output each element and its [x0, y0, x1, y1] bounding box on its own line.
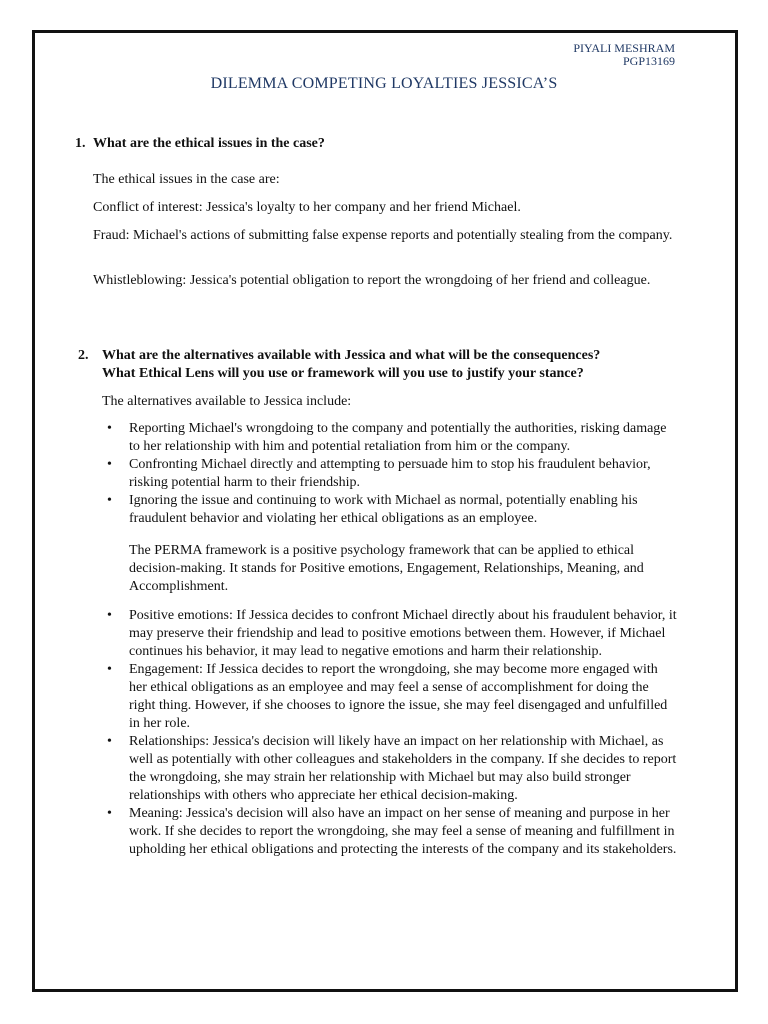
perma-meaning [107, 805, 677, 859]
alternative-report-text: Reporting Michael's wrongdoing to the company and potentially the authorities, risking damage to her relationship with him and potential retaliation from him or the company. [129, 421, 667, 454]
bullet-glyph: • [107, 421, 112, 436]
perma-engagement-text: Engagement: If Jessica decides to report the wrongdoing, she may become more engaged with her ethical obligations as an employee and may feel a sense of accomplishment for doing the right thing. However, if she chooses to ignore the issue, she may feel disengaged and unfulfilled in her role. [129, 662, 668, 731]
author-block [573, 42, 675, 68]
document-title: DILEMMA COMPETING LOYALTIES JESSICA’S [210, 75, 558, 92]
alternative-ignore-text: Ignoring the issue and continuing to work with Michael as normal, potentially enabling his fraudulent behavior and violating her ethical obligations as an employee. [129, 493, 638, 526]
bullet-glyph: • [107, 662, 112, 677]
question-1-section [0, 135, 768, 153]
perma-framework-description: The PERMA framework is a positive psychology framework that can be applied to ethical decision-making. It stands for Positive emotions, Engagement, Relationships, Meaning, and Accomplishment. [129, 543, 644, 594]
question-2-intro: The alternatives available to Jessica include: [102, 394, 352, 409]
alternatives-list [107, 420, 677, 528]
perma-positive-emotions [107, 607, 677, 661]
issue-whistleblowing: Whistleblowing: Jessica's potential obligation to report the wrongdoing of her friend and colleague. [93, 273, 651, 288]
perma-engagement [107, 661, 677, 733]
perma-relationships-text: Relationships: Jessica's decision will likely have an impact on her relationship with Michael, as well as potentially with other colleagues and stakeholders in the company. If she decides to report the wrongdoing, she may strain her relationship with Michael but may also build stronger relationships with others who appreciate her ethical decision-making. [129, 734, 677, 803]
issue-conflict-of-interest: Conflict of interest: Jessica's loyalty to her company and her friend Michael. [93, 200, 521, 215]
bullet-glyph: • [107, 457, 112, 472]
question-2-number: 2. [78, 348, 89, 363]
issue-fraud: Fraud: Michael's actions of submitting false expense reports and potentially stealing from the company. [93, 228, 673, 243]
bullet-glyph: • [107, 806, 112, 821]
bullet-glyph: • [107, 734, 112, 749]
author-id: PGP13169 [622, 54, 675, 68]
question-2-line-2: What Ethical Lens will you use or framework will you use to justify your stance? [102, 366, 584, 381]
alternative-report [107, 420, 677, 456]
alternative-confront-text: Confronting Michael directly and attempting to persuade him to stop his fraudulent behavior, risking potential harm to their friendship. [129, 457, 651, 490]
bullet-glyph: • [107, 493, 112, 508]
question-1-number: 1. [75, 136, 86, 151]
question-2-line-1: What are the alternatives available with Jessica and what will be the consequences? [102, 348, 601, 363]
alternative-confront [107, 456, 677, 492]
perma-meaning-text: Meaning: Jessica's decision will also have an impact on her sense of meaning and purpose in her work. If she decides to report the wrongdoing, she may feel a sense of meaning and fulfillment in upholding her ethical obligations and protecting the interests of the company and its stakeholders. [129, 806, 677, 857]
author-name: PIYALI MESHRAM [573, 41, 675, 55]
alternative-ignore [107, 492, 677, 528]
question-1-heading [75, 135, 768, 153]
perma-relationships [107, 733, 677, 805]
bullet-glyph: • [107, 608, 112, 623]
question-2-heading [78, 347, 698, 383]
question-1-intro: The ethical issues in the case are: [93, 172, 280, 187]
perma-points-list [107, 607, 677, 859]
perma-positive-emotions-text: Positive emotions: If Jessica decides to confront Michael directly about his fraudulent behavior, it may preserve their friendship and lead to positive emotions between them. However, if Michael continues his behavior, it may lead to negative emotions and harm their relationship. [129, 608, 677, 659]
question-1-text: What are the ethical issues in the case? [93, 136, 325, 151]
